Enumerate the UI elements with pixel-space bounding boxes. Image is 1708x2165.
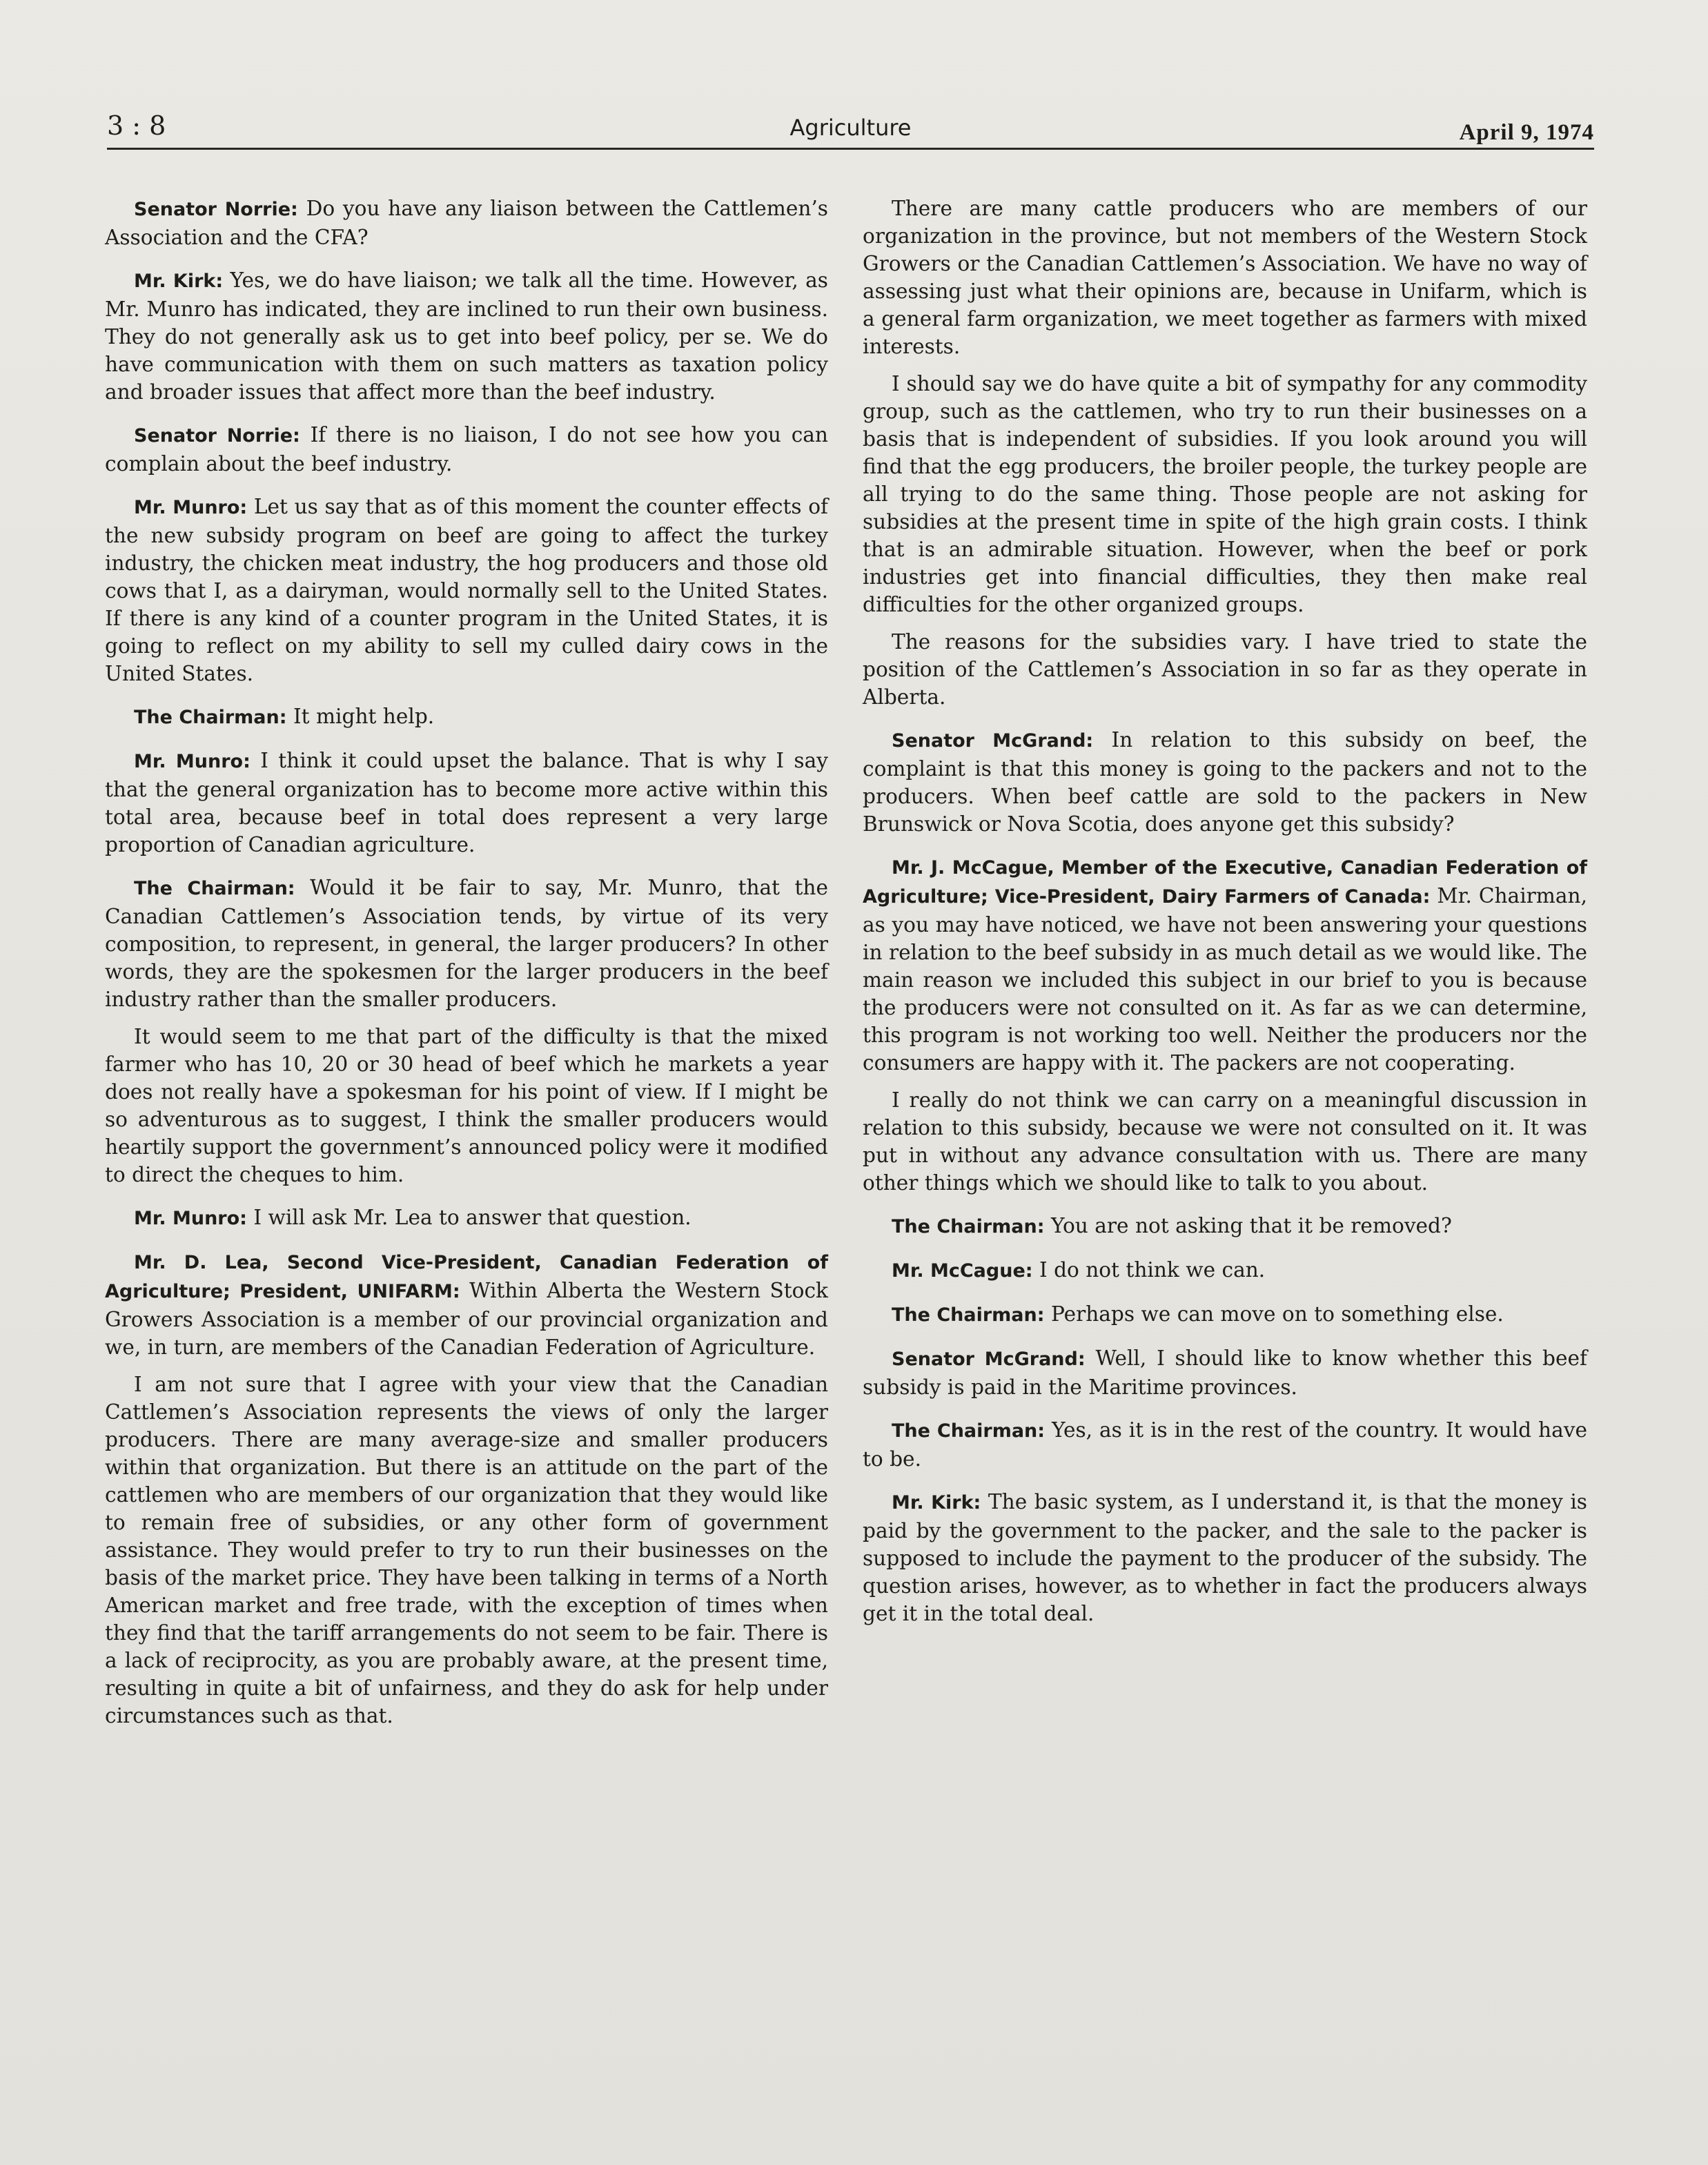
paragraph-text: The reasons for the subsidies vary. I have tried to state the position of the Cattlemen’s Association in so far as they operate in Alberta. <box>863 630 1587 709</box>
paragraph <box>105 703 828 732</box>
paragraph-text: It would seem to me that part of the difficulty is that the mixed farmer who has 10, 20 or 30 head of beef which he markets a year does not really have a spokesman for his point of view. If I might be so adventurous as to suggest, I think the smaller producers would heartily support the government’s announced policy were it modified to direct the cheques to him. <box>105 1025 828 1186</box>
paragraph-text: I think it could upset the balance. That is why I say that the general organization has to become more active within this total area, because beef in total does represent a very large proportion of Canadian agriculture. <box>105 749 828 856</box>
paragraph <box>105 1371 828 1730</box>
page-number: 3 : 8 <box>107 110 166 141</box>
paragraph <box>863 1300 1587 1329</box>
paragraph <box>863 726 1587 838</box>
paragraph-text: If there is no liaison, I do not see how you can complain about the beef industry. <box>105 423 828 476</box>
speaker-label: The Chairman: <box>134 878 295 899</box>
paragraph <box>863 1086 1587 1197</box>
speaker-label: Mr. Kirk: <box>134 271 224 292</box>
paragraph-text: I should say we do have quite a bit of sympathy for any commodity group, such as the cattlemen, who try to run their businesses on a basis that is independent of subsidies. If you look around you will find that the egg producers, the broiler people, the turkey people are all trying to do the same thing. Those people are not asking for subsidies at the present time in spite of the high grain costs. I think that is an admirable situation. However, when the beef or pork industries get into financial difficulties, they then make real difficulties for the other organized groups. <box>863 372 1587 616</box>
paragraph-text: Let us say that as of this moment the counter effects of the new subsidy program on beef are going to affect the turkey industry, the chicken meat industry, the hog producers and those old cows that I, as a dairyman, would normally sell to the United States. If there is any kind of a counter program in the United States, it is going to reflect on my ability to sell my culled dairy cows in the United States. <box>105 495 828 685</box>
paragraph-text: Well, I should like to know whether this beef subsidy is paid in the Maritime provinces. <box>863 1346 1587 1399</box>
paragraph <box>105 493 828 687</box>
paragraph-text: Mr. Chairman, as you may have noticed, we have not been answering your questions in relation to the beef subsidy in as much detail as we would like. The main reason we included this subject in our brief to you is because the producers were not consulted on it. As far as we can determine, this program is not working too well. Neither the producers nor the consumers are happy with it. The packers are not cooperating. <box>863 884 1587 1075</box>
paragraph-text: Perhaps we can move on to something else. <box>1050 1302 1504 1326</box>
speaker-label: Senator McGrand: <box>892 1349 1086 1370</box>
paragraph <box>863 1344 1587 1401</box>
paragraph-text: Would it be fair to say, Mr. Munro, that the Canadian Cattlemen’s Association tends, by virtue of its very composition, to represent, in general, the larger producers? In other words, they are the spokesmen for the larger producers in the beef industry rather than the smaller producers. <box>105 876 828 1011</box>
paragraph <box>863 195 1587 360</box>
right-column <box>863 195 1587 1643</box>
paragraph-text: Within Alberta the Western Stock Growers Association is a member of our provincial organization and we, in turn, are members of the Canadian Federation of Agriculture. <box>105 1279 828 1359</box>
speaker-label: Senator McGrand: <box>892 730 1094 752</box>
paragraph <box>863 1488 1587 1627</box>
speaker-label: Mr. Munro: <box>134 1208 247 1229</box>
speaker-label: The Chairman: <box>892 1304 1045 1326</box>
paragraph-text: It might help. <box>293 705 435 728</box>
speaker-label: The Chairman: <box>134 707 287 728</box>
paragraph <box>863 853 1587 1077</box>
paragraph-text: I will ask Mr. Lea to answer that question. <box>253 1206 691 1229</box>
paragraph <box>863 628 1587 711</box>
paragraph <box>863 1416 1587 1473</box>
paragraph-text: I do not think we can. <box>1039 1258 1266 1282</box>
paragraph <box>105 195 828 251</box>
paragraph <box>863 370 1587 618</box>
speaker-label: Mr. D. Lea, Second Vice-President, Canadian Federation of Agriculture; President, UNIFARM: <box>105 1252 828 1302</box>
speaker-label: Mr. Kirk: <box>892 1492 981 1513</box>
paragraph-text: In relation to this subsidy on beef, the complaint is that this money is going to the packers and not to the producers. When beef cattle are sold to the packers in New Brunswick or Nova Scotia, does anyone get this subsidy? <box>863 728 1587 836</box>
paragraph-text: Do you have any liaison between the Cattlemen’s Association and the CFA? <box>105 197 828 249</box>
paragraph <box>863 1212 1587 1241</box>
speaker-label: Senator Norrie: <box>134 199 298 220</box>
paragraph <box>863 1256 1587 1285</box>
speaker-label: Mr. Munro: <box>134 751 251 772</box>
speaker-label: Mr. McCague: <box>892 1260 1033 1282</box>
paragraph <box>105 266 828 406</box>
paragraph <box>105 1023 828 1188</box>
paragraph-text: I am not sure that I agree with your view that the Canadian Cattlemen’s Association represents the views of only the larger producers. There are many average-size and smaller producers within that organization. But there is an attitude on the part of the cattlemen who are members of our organization that they would like to remain free of subsidies, or any other form of government assistance. They would prefer to try to run their businesses on the basis of the market price. They have been talking in terms of a North American market and free trade, with the exception of times when they find that the tariff arrangements do not seem to be fair. There is a lack of reciprocity, as you are probably aware, at the present time, resulting in quite a bit of unfairness, and they do ask for help under circumstances such as that. <box>105 1373 828 1727</box>
paragraph <box>105 421 828 478</box>
header-rule <box>107 148 1594 150</box>
paragraph-text: There are many cattle producers who are members of our organization in the province, but not members of the Western Stock Growers or the Canadian Cattlemen’s Association. We have no way of assessing just what their opinions are, because in Unifarm, which is a general farm organization, we meet together as farmers with mixed interests. <box>863 197 1587 358</box>
page-date: April 9, 1974 <box>1459 120 1594 145</box>
paragraph-text: I really do not think we can carry on a meaningful discussion in relation to this subsidy, because we were not consulted on it. It was put in without any advance consultation with us. There are many other things which we should like to talk to you about. <box>863 1088 1587 1195</box>
paragraph-text: Yes, we do have liaison; we talk all the time. However, as Mr. Munro has indicated, they are inclined to run their own business. They do not generally ask us to get into beef policy, per se. We do have communication with them on such matters as taxation policy and broader issues that affect more than the beef industry. <box>105 268 828 404</box>
paragraph-text: You are not asking that it be removed? <box>1050 1214 1452 1237</box>
paragraph <box>105 747 828 859</box>
paragraph-text: The basic system, as I understand it, is that the money is paid by the government to the packer, and the sale to the packer is supposed to include the payment to the producer of the subsidy. The question arises, however, as to whether in fact the producers always get it in the total deal. <box>863 1490 1587 1625</box>
paragraph <box>105 874 828 1013</box>
left-column <box>105 195 828 1745</box>
page-header <box>107 110 1594 152</box>
speaker-label: The Chairman: <box>892 1216 1045 1237</box>
speaker-label: Senator Norrie: <box>134 425 300 447</box>
paragraph <box>105 1204 828 1233</box>
speaker-label: Mr. J. McCague, Member of the Executive, Canadian Federation of Agriculture; Vice-President, Dairy Farmers of Canada: <box>863 857 1587 908</box>
paragraph <box>105 1248 828 1361</box>
paragraph-text: Yes, as it is in the rest of the country. It would have to be. <box>863 1418 1587 1471</box>
speaker-label: Mr. Munro: <box>134 497 248 518</box>
page-title: Agriculture <box>789 115 912 141</box>
speaker-label: The Chairman: <box>892 1420 1046 1442</box>
